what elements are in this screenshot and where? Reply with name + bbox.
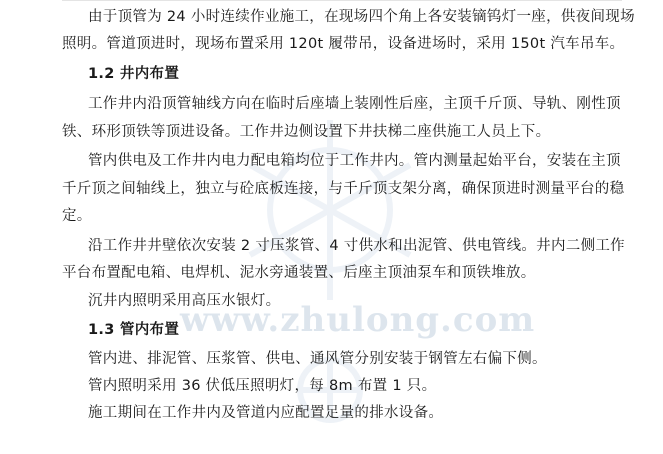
paragraph-2-line-2: 铁、环形顶铁等顶进设备。工作井边侧设置下井扶梯二座供施工人员上下。 <box>62 124 551 140</box>
paragraph-1-line-2: 照明。管道顶进时，现场布置采用 120t 履带吊，设备进场时，采用 150t 汽车吊车。 <box>62 36 625 52</box>
paragraph-3-line-3: 定。 <box>62 208 92 224</box>
section-heading-1-2: 1.2 井内布置 <box>88 66 180 82</box>
paragraph-6-line-1: 管内进、排泥管、压浆管、供电、通风管分别安装于钢管左右偏下侧。 <box>88 351 547 367</box>
paragraph-4-line-1: 沿工作井井壁依次安装 2 寸压浆管、4 寸供水和出泥管、供电管线。井内二侧工作 <box>88 238 625 254</box>
paragraph-4-line-2: 平台布置配电箱、电焊机、泥水旁通装置、后座主顶油泵车和顶铁堆放。 <box>62 265 536 281</box>
paragraph-7-line-1: 管内照明采用 36 伏低压照明灯，每 8m 布置 1 只。 <box>88 378 437 394</box>
page-top-edge <box>62 0 622 1</box>
paragraph-3-line-1: 管内供电及工作井内电力配电箱均位于工作井内。管内测量起始平台，安装在主顶 <box>88 153 621 169</box>
paragraph-5-line-1: 沉井内照明采用高压水银灯。 <box>88 293 281 309</box>
paragraph-1-line-1: 由于顶管为 24 小时连续作业施工，在现场四个角上各安装镝钨灯一座，供夜间现场 <box>88 9 635 25</box>
watermark-text: www.zhulong.com <box>180 300 536 340</box>
paragraph-2-line-1: 工作井内沿顶管轴线方向在临时后座墙上装刚性后座，主顶千斤顶、导轨、刚性顶 <box>88 96 621 112</box>
paragraph-3-line-2: 千斤顶之间轴线上，独立与砼底板连接，与千斤顶支架分离，确保顶进时测量平台的稳 <box>62 181 625 197</box>
section-heading-1-3: 1.3 管内布置 <box>88 322 180 338</box>
paragraph-8-line-1: 施工期间在工作井内及管道内应配置足量的排水设备。 <box>88 405 444 421</box>
